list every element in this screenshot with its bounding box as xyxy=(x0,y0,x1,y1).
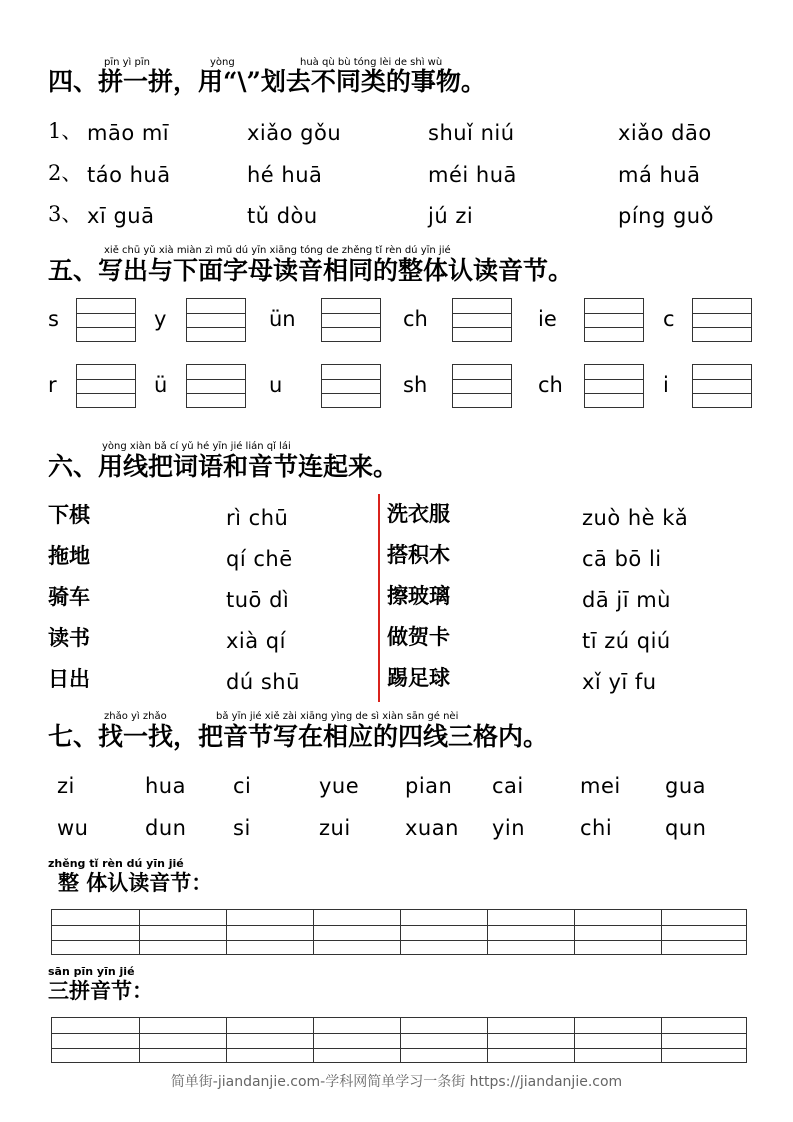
four-line-box[interactable] xyxy=(186,298,246,342)
left-pinyin[interactable]: xià qí xyxy=(226,629,286,653)
label1-pinyin: zhěng tǐ rèn dú yīn jié xyxy=(48,857,184,870)
letter-prompt: ie xyxy=(538,307,557,331)
guide-line xyxy=(187,379,245,380)
letter-prompt: s xyxy=(48,307,59,331)
guide-line xyxy=(187,327,245,328)
sec6-pinyin: yòng xiàn bǎ cí yǔ hé yīn jié lián qǐ lái xyxy=(102,441,291,452)
label2-pinyin: sān pīn yīn jié xyxy=(48,965,135,978)
letter-prompt: c xyxy=(663,307,675,331)
right-word[interactable]: 做贺卡 xyxy=(387,624,450,649)
guide-line xyxy=(585,379,643,380)
syllable[interactable]: pian xyxy=(405,774,453,798)
grid-cell-divider xyxy=(313,1018,314,1062)
grid-cell-divider xyxy=(574,910,575,954)
label-three-part-syllables: 三拼音节： xyxy=(48,978,153,1003)
grid-cell-divider xyxy=(661,1018,662,1062)
letter-prompt: i xyxy=(663,373,669,397)
guide-line xyxy=(693,393,751,394)
left-pinyin[interactable]: rì chū xyxy=(226,506,289,530)
footer-text: 简单街-jiandanjie.com-学科网简单学习一条街 https://jiandanjie.com xyxy=(170,1074,623,1090)
right-word[interactable]: 搭积木 xyxy=(387,542,450,567)
writing-grid-1[interactable] xyxy=(51,909,747,955)
grid-cell-divider xyxy=(139,1018,140,1062)
guide-line xyxy=(453,313,511,314)
four-line-box[interactable] xyxy=(452,298,512,342)
left-word[interactable]: 读书 xyxy=(48,625,90,650)
right-pinyin[interactable]: cā bō li xyxy=(582,547,662,571)
syllable[interactable]: yin xyxy=(492,816,526,840)
letter-prompt: y xyxy=(154,307,167,331)
four-line-box[interactable] xyxy=(76,298,136,342)
guide-line xyxy=(693,313,751,314)
letter-prompt: ün xyxy=(269,307,296,331)
letter-prompt: sh xyxy=(403,373,428,397)
left-word[interactable]: 下棋 xyxy=(48,502,90,527)
guide-line xyxy=(77,393,135,394)
sec4-pinyin-3: huà qù bù tóng lèi de shì wù xyxy=(300,57,443,68)
guide-line xyxy=(77,327,135,328)
syllable[interactable]: gua xyxy=(665,774,707,798)
four-line-box[interactable] xyxy=(584,364,644,408)
syllable[interactable]: yue xyxy=(319,774,360,798)
right-pinyin[interactable]: dā jī mù xyxy=(582,588,671,612)
syllable[interactable]: hua xyxy=(145,774,186,798)
sec5-title: 五、写出与下面字母读音相同的整体认读音节。 xyxy=(48,256,574,285)
row-number: 2、 xyxy=(48,161,83,185)
syllable[interactable]: wu xyxy=(57,816,89,840)
pinyin-word[interactable]: xiǎo dāo xyxy=(618,121,712,145)
syllable[interactable]: ci xyxy=(233,774,252,798)
row-number: 3、 xyxy=(48,202,83,226)
grid-cell-divider xyxy=(661,910,662,954)
four-line-box[interactable] xyxy=(452,364,512,408)
letter-prompt: r xyxy=(48,373,57,397)
sec4-pinyin-1: pīn yì pīn xyxy=(104,57,150,68)
pinyin-word[interactable]: māo mī xyxy=(87,121,170,145)
grid-cell-divider xyxy=(400,1018,401,1062)
sec4-title: 四、拼一拼，用“\”划去不同类的事物。 xyxy=(48,67,486,96)
guide-line xyxy=(585,393,643,394)
grid-cell-divider xyxy=(487,1018,488,1062)
grid-cell-divider xyxy=(487,910,488,954)
four-line-box[interactable] xyxy=(692,298,752,342)
grid-cell-divider xyxy=(313,910,314,954)
guide-line xyxy=(453,393,511,394)
right-pinyin[interactable]: xǐ yī fu xyxy=(582,670,657,694)
divider-line xyxy=(378,494,380,702)
left-pinyin[interactable]: qí chē xyxy=(226,547,293,571)
grid-guide-line xyxy=(52,1033,746,1034)
grid-cell-divider xyxy=(226,1018,227,1062)
label-whole-syllables: 整 体认读音节： xyxy=(58,870,213,895)
four-line-box[interactable] xyxy=(321,298,381,342)
pinyin-word[interactable]: jú zi xyxy=(428,204,474,228)
syllable[interactable]: zi xyxy=(57,774,75,798)
syllable[interactable]: chi xyxy=(580,816,613,840)
guide-line xyxy=(77,379,135,380)
syllable[interactable]: zui xyxy=(319,816,351,840)
pinyin-word[interactable]: xiǎo gǒu xyxy=(247,121,342,145)
grid-cell-divider xyxy=(226,910,227,954)
grid-guide-line xyxy=(52,925,746,926)
guide-line xyxy=(77,313,135,314)
letter-prompt: ch xyxy=(538,373,563,397)
sec6-title: 六、用线把词语和音节连起来。 xyxy=(48,452,399,481)
syllable[interactable]: dun xyxy=(145,816,187,840)
guide-line xyxy=(453,379,511,380)
pinyin-word[interactable]: méi huā xyxy=(428,163,517,187)
grid-guide-line xyxy=(52,940,746,941)
four-line-box[interactable] xyxy=(76,364,136,408)
guide-line xyxy=(187,313,245,314)
grid-cell-divider xyxy=(574,1018,575,1062)
left-pinyin[interactable]: tuō dì xyxy=(226,588,290,612)
four-line-box[interactable] xyxy=(186,364,246,408)
grid-guide-line xyxy=(52,1048,746,1049)
pinyin-word[interactable]: xī guā xyxy=(87,204,155,228)
syllable[interactable]: qun xyxy=(665,816,707,840)
syllable[interactable]: xuan xyxy=(405,816,459,840)
sec5-pinyin: xiě chū yǔ xià miàn zì mǔ dú yīn xiāng tóng de zhěng tǐ rèn dú yīn jié xyxy=(104,245,451,256)
guide-line xyxy=(322,393,380,394)
guide-line xyxy=(693,379,751,380)
four-line-box[interactable] xyxy=(692,364,752,408)
letter-prompt: ü xyxy=(154,373,168,397)
guide-line xyxy=(453,327,511,328)
pinyin-word[interactable]: má huā xyxy=(618,163,701,187)
pinyin-word[interactable]: hé huā xyxy=(247,163,323,187)
writing-grid-2[interactable] xyxy=(51,1017,747,1063)
grid-cell-divider xyxy=(139,910,140,954)
guide-line xyxy=(187,393,245,394)
left-word[interactable]: 日出 xyxy=(48,666,90,691)
syllable[interactable]: mei xyxy=(580,774,621,798)
four-line-box[interactable] xyxy=(321,364,381,408)
pinyin-word[interactable]: táo huā xyxy=(87,163,171,187)
sec4-pinyin-2: yòng xyxy=(210,57,235,68)
guide-line xyxy=(322,379,380,380)
sec7-pinyin-2: bǎ yīn jié xiě zài xiāng yìng de sì xiàn sān gé nèi xyxy=(216,711,459,722)
grid-cell-divider xyxy=(400,910,401,954)
pinyin-word[interactable]: shuǐ niú xyxy=(428,121,515,145)
left-pinyin[interactable]: dú shū xyxy=(226,670,300,694)
pinyin-word[interactable]: tǔ dòu xyxy=(247,204,318,228)
guide-line xyxy=(693,327,751,328)
guide-line xyxy=(322,327,380,328)
guide-line xyxy=(585,313,643,314)
pinyin-word[interactable]: píng guǒ xyxy=(618,204,714,228)
right-word[interactable]: 擦玻璃 xyxy=(387,583,450,608)
right-word[interactable]: 洗衣服 xyxy=(387,501,450,526)
left-word[interactable]: 拖地 xyxy=(48,543,90,568)
letter-prompt: u xyxy=(269,373,283,397)
right-pinyin[interactable]: zuò hè kǎ xyxy=(582,506,689,530)
right-word[interactable]: 踢足球 xyxy=(387,665,450,690)
row-number: 1、 xyxy=(48,119,83,143)
right-pinyin[interactable]: tī zú qiú xyxy=(582,629,671,653)
syllable[interactable]: cai xyxy=(492,774,524,798)
guide-line xyxy=(322,313,380,314)
guide-line xyxy=(585,327,643,328)
syllable[interactable]: si xyxy=(233,816,251,840)
sec7-title: 七、找一找，把音节写在相应的四线三格内。 xyxy=(48,722,549,751)
letter-prompt: ch xyxy=(403,307,428,331)
four-line-box[interactable] xyxy=(584,298,644,342)
left-word[interactable]: 骑车 xyxy=(48,584,90,609)
sec7-pinyin-1: zhǎo yì zhǎo xyxy=(104,711,167,722)
